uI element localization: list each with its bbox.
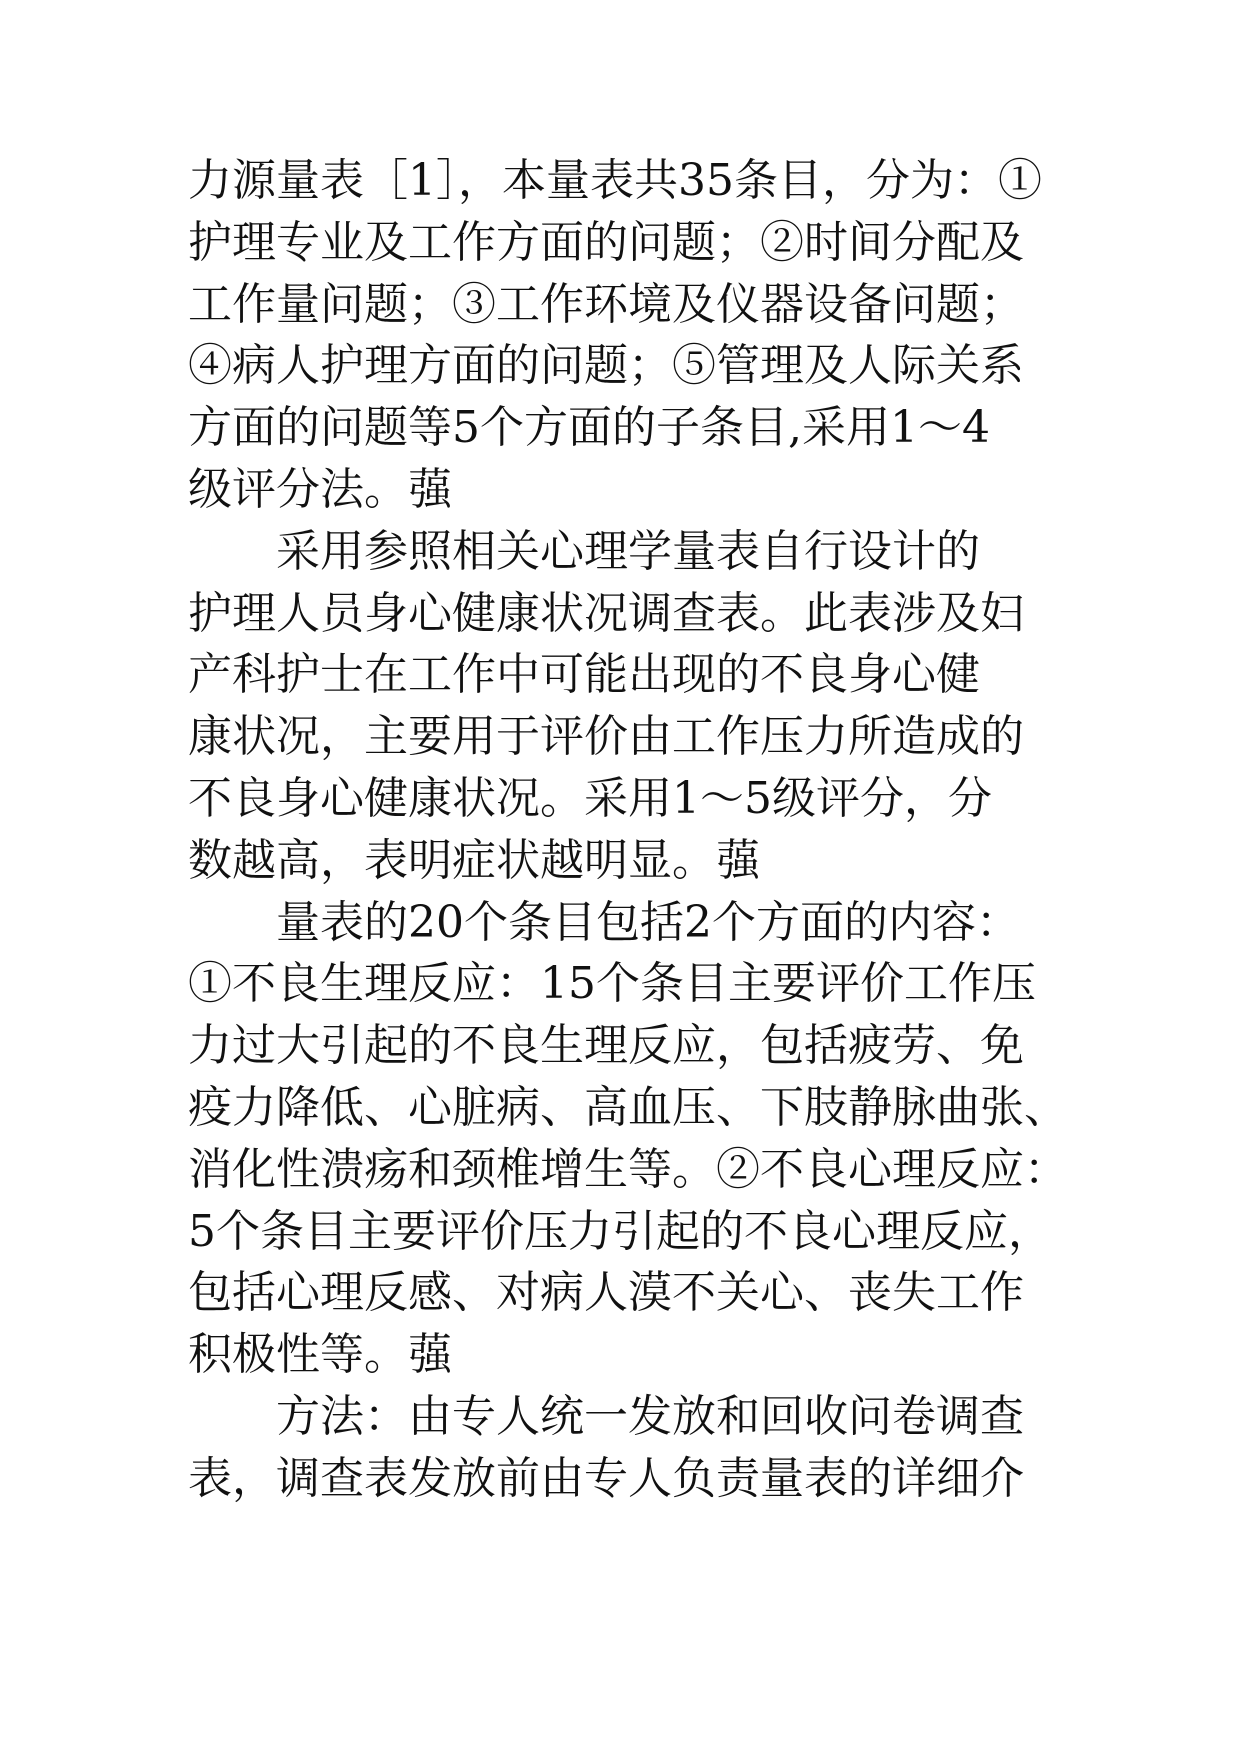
text-line: 康状况，主要用于评价由工作压力所造成的 — [188, 711, 1024, 763]
text-line: 包括心理反感、对病人漠不关心、丧失工作 — [188, 1267, 1024, 1319]
text-line: 护理人员身心健康状况调查表。此表涉及妇 — [188, 587, 1024, 639]
text-line: 消化性溃疡和颈椎增生等。②不良心理反应： — [188, 1143, 1068, 1195]
text-line: 表，调查表发放前由专人负责量表的详细介 — [188, 1452, 1024, 1504]
text-line: 方法：由专人统一发放和回收问卷调查 — [188, 1390, 1024, 1442]
text-line: ④病人护理方面的问题；⑤管理及人际关系 — [188, 340, 1024, 392]
text-line: 不良身心健康状况。采用1～5级评分，分 — [188, 772, 992, 824]
text-line: 方面的问题等5个方面的子条目,采用1～4 — [188, 402, 990, 454]
text-line: 采用参照相关心理学量表自行设计的 — [188, 525, 980, 577]
body-text — [188, 150, 1068, 1510]
text-line: 数越高，表明症状越明显。蔃 — [188, 834, 760, 886]
text-line: 5个条目主要评价压力引起的不良心理反应， — [188, 1205, 1052, 1257]
text-line: 力源量表［1］，本量表共35条目，分为：① — [188, 155, 1042, 206]
text-line: 护理专业及工作方面的问题；②时间分配及 — [188, 216, 1024, 268]
text-line: ①不良生理反应：15个条目主要评价工作压 — [188, 958, 1036, 1010]
text-line: 级评分法。蔃 — [188, 463, 452, 515]
text-line: 量表的20个条目包括2个方面的内容： — [188, 896, 1020, 948]
text-line: 力过大引起的不良生理反应，包括疲劳、免 — [188, 1020, 1024, 1072]
text-line: 积极性等。蔃 — [188, 1329, 452, 1381]
text-line: 疫力降低、心脏病、高血压、下肢静脉曲张、 — [188, 1081, 1068, 1133]
text-line: 产科护士在工作中可能出现的不良身心健 — [188, 649, 980, 701]
text-line: 工作量问题；③工作环境及仪器设备问题； — [188, 278, 1024, 330]
